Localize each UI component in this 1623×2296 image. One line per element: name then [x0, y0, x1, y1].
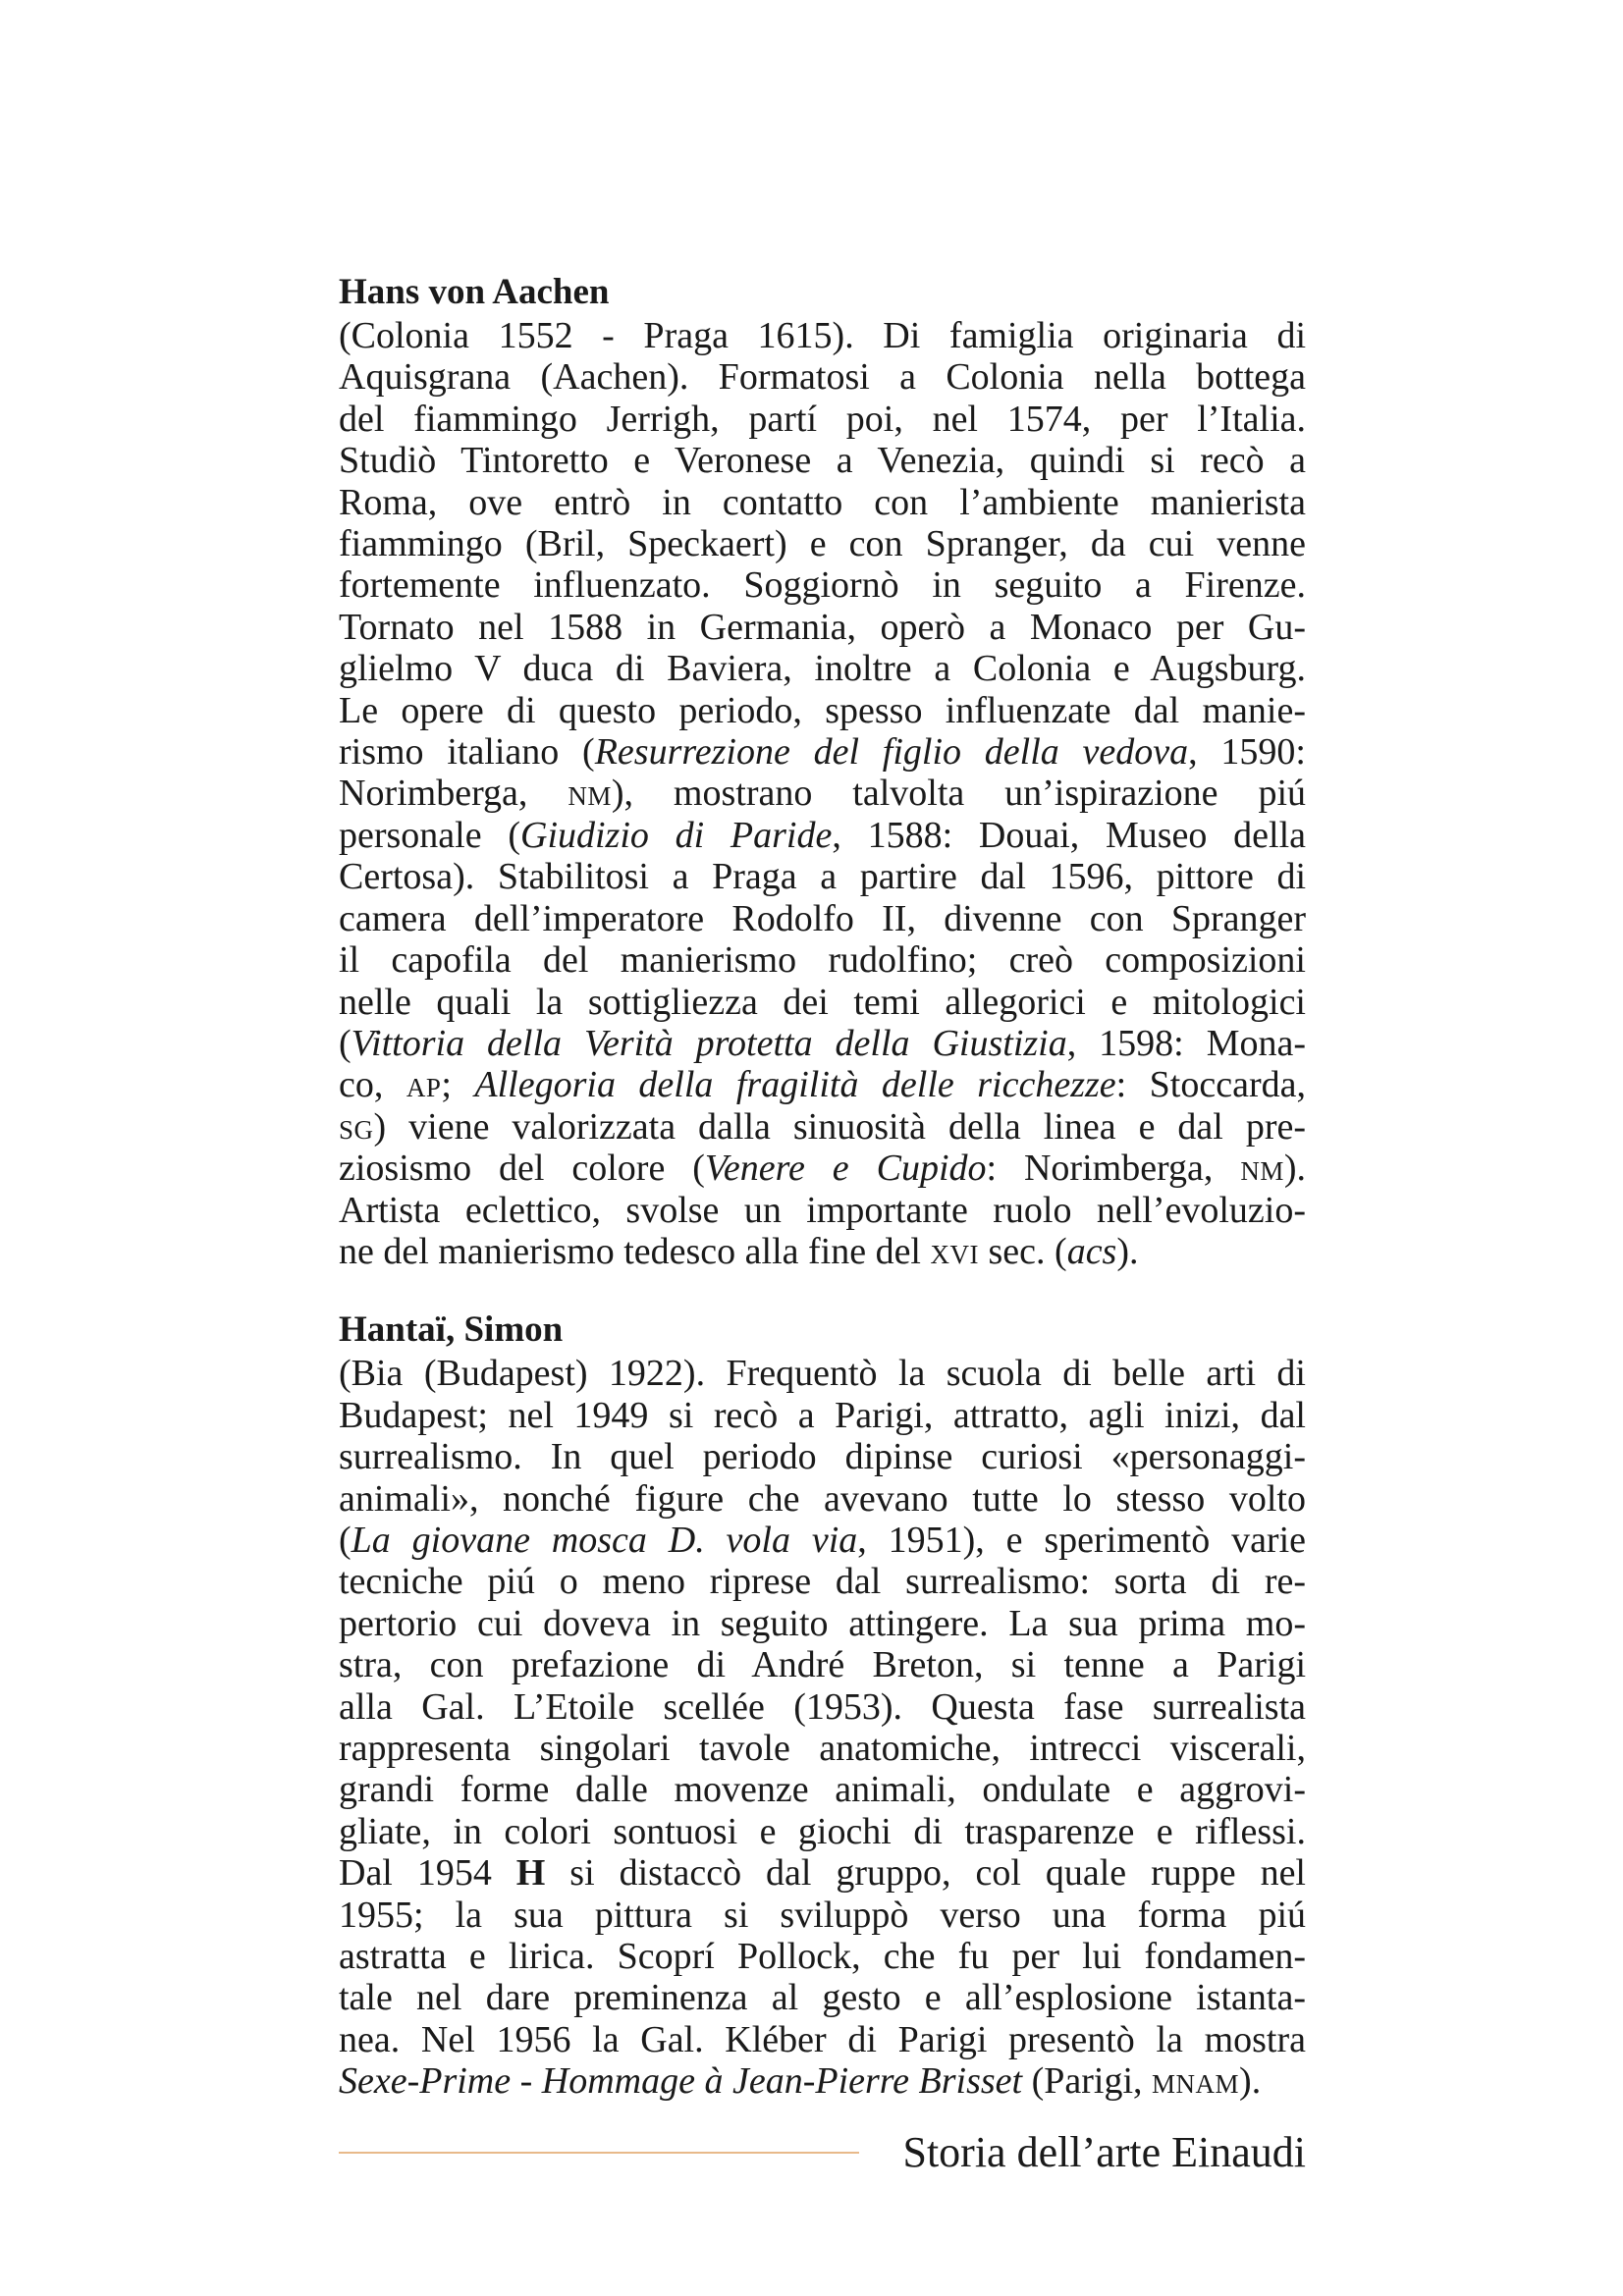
footer-publisher-text: Storia dell’arte Einaudi: [902, 2128, 1306, 2176]
body-line: Le opere di questo periodo, spesso influenzate dal manie-: [339, 689, 1306, 731]
body-line: Budapest; nel 1949 si recò a Parigi, attratto, agli inizi, dal: [339, 1394, 1306, 1436]
entry-body: [339, 1353, 1306, 2102]
body-line: (Bia (Budapest) 1922). Frequentò la scuola di belle arti di: [339, 1353, 1306, 1395]
body-line: alla Gal. L’Etoile scellée (1953). Questa fase surrealista: [339, 1685, 1306, 1728]
entry-title: Hantaï, Simon: [339, 1309, 564, 1351]
footer-rule: [339, 2152, 859, 2154]
body-line: Dal 1954 H si distaccò dal gruppo, col quale ruppe nel: [339, 1852, 1306, 1895]
body-line: Studiò Tintoretto e Veronese a Venezia, quindi si recò a: [339, 440, 1306, 482]
body-line: fiammingo (Bril, Speckaert) e con Spranger, da cui venne: [339, 523, 1306, 565]
body-line: surrealismo. In quel periodo dipinse curiosi «personaggi-: [339, 1436, 1306, 1478]
body-line: (Vittoria della Verità protetta della Giustizia, 1598: Mona-: [339, 1022, 1307, 1064]
body-line: co, ap; Allegoria della fragilità delle ricchezze: Stoccarda,: [339, 1064, 1306, 1106]
body-line: il capofila del manierismo rudolfino; creò composizioni: [339, 939, 1306, 982]
body-line: sg) viene valorizzata dalla sinuosità della linea e dal pre-: [339, 1105, 1306, 1148]
body-line: personale (Giudizio di Paride, 1588: Douai, Museo della: [339, 814, 1307, 856]
body-line: Sexe-Prime - Hommage à Jean-Pierre Brisset (Parigi, mnam).: [339, 2060, 1262, 2103]
body-line: glielmo V duca di Baviera, inoltre a Colonia e Augsburg.: [339, 648, 1306, 690]
body-line: pertorio cui doveva in seguito attingere. La sua prima mo-: [339, 1602, 1306, 1644]
body-line: ne del manierismo tedesco alla fine del xvi sec. (acs).: [339, 1230, 1139, 1272]
body-line: Aquisgrana (Aachen). Formatosi a Colonia nella bottega: [339, 356, 1306, 399]
body-line: del fiammingo Jerrigh, partí poi, nel 1574, per l’Italia.: [339, 398, 1306, 440]
body-line: nelle quali la sottigliezza dei temi allegorici e mitologici: [339, 981, 1306, 1023]
body-line: (Colonia 1552 - Praga 1615). Di famiglia originaria di: [339, 315, 1306, 356]
body-line: fortemente influenzato. Soggiornò in seguito a Firenze.: [339, 564, 1306, 607]
body-line: astratta e lirica. Scoprí Pollock, che fu per lui fondamen-: [339, 1936, 1306, 1978]
body-line: Roma, ove entrò in contatto con l’ambiente manierista: [339, 481, 1306, 523]
body-line: Artista eclettico, svolse un importante ruolo nell’evoluzio-: [339, 1189, 1306, 1231]
body-line: grandi forme dalle movenze animali, ondulate e aggrovi-: [339, 1769, 1306, 1811]
body-line: 1955; la sua pittura si sviluppò verso una forma piú: [339, 1894, 1306, 1936]
body-line: Tornato nel 1588 in Germania, operò a Monaco per Gu-: [339, 606, 1306, 648]
page-footer: [339, 2125, 1306, 2184]
entry-hantai-simon: [339, 1308, 1306, 2102]
entry-body: [339, 315, 1306, 1272]
body-line: Norimberga, nm), mostrano talvolta un’ispirazione piú: [339, 773, 1307, 815]
entry-title: Hans von Aachen: [339, 272, 610, 312]
body-line: camera dell’imperatore Rodolfo II, divenne con Spranger: [339, 897, 1306, 939]
page-content: [339, 270, 1306, 2103]
body-line: animali», nonché figure che avevano tutte lo stesso volto: [339, 1477, 1306, 1520]
body-line: Certosa). Stabilitosi a Praga a partire dal 1596, pittore di: [339, 856, 1306, 898]
body-line: tale nel dare preminenza al gesto e all’esplosione istanta-: [339, 1977, 1306, 2019]
body-line: tecniche piú o meno riprese dal surrealismo: sorta di re-: [339, 1561, 1306, 1603]
entry-hans-von-aachen: [339, 270, 1306, 1272]
body-line: rismo italiano (Resurrezione del figlio della vedova, 1590:: [339, 731, 1306, 774]
body-line: stra, con prefazione di André Breton, si tenne a Parigi: [339, 1644, 1306, 1686]
body-line: (La giovane mosca D. vola via, 1951), e sperimentò varie: [339, 1519, 1307, 1561]
body-line: gliate, in colori sontuosi e giochi di trasparenze e riflessi.: [339, 1810, 1306, 1852]
body-line: ziosismo del colore (Venere e Cupido: Norimberga, nm).: [339, 1148, 1306, 1190]
body-line: nea. Nel 1956 la Gal. Kléber di Parigi presentò la mostra: [339, 2018, 1306, 2060]
body-line: rappresenta singolari tavole anatomiche, intrecci viscerali,: [339, 1728, 1306, 1769]
